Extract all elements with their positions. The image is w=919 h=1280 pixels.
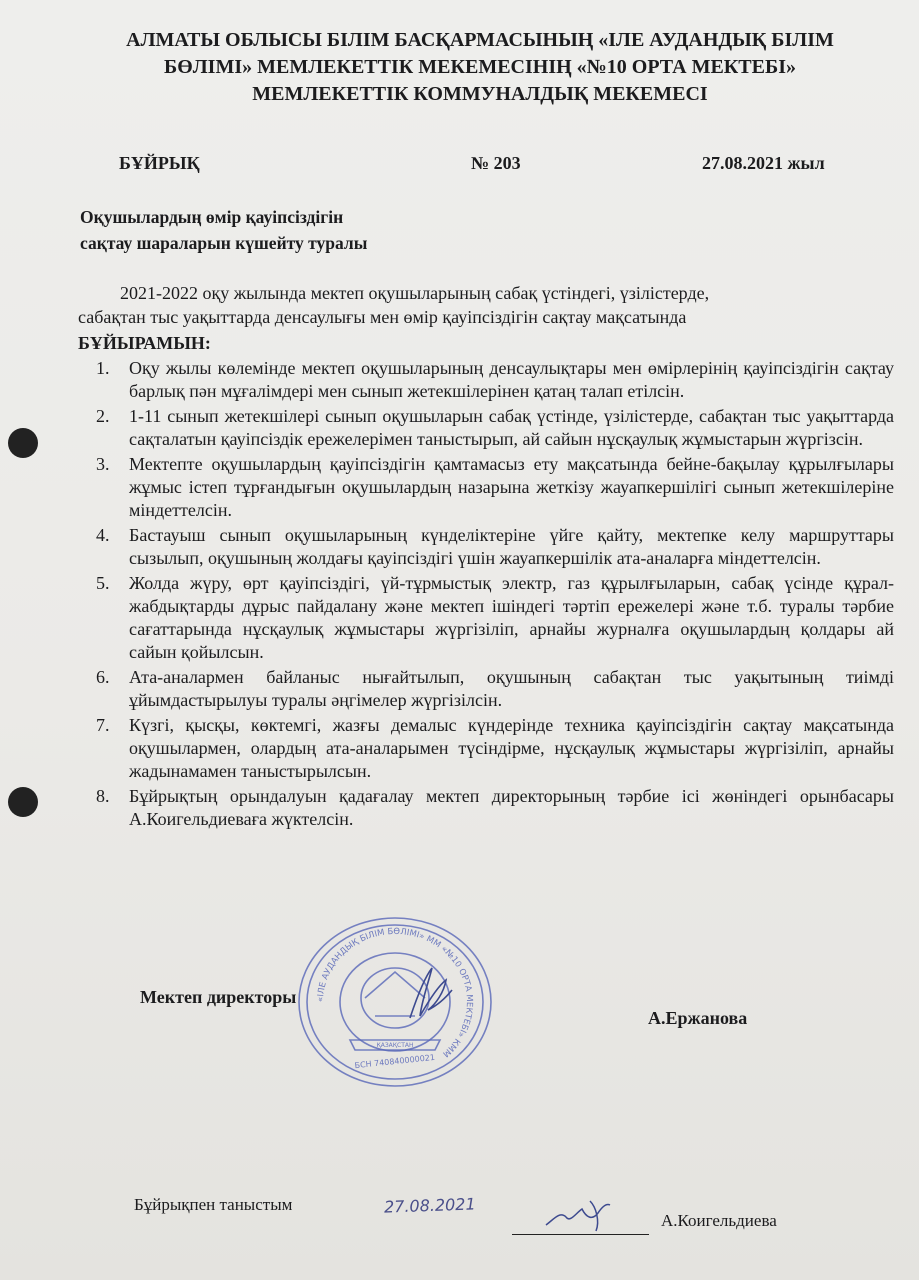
intro-line-1: 2021-2022 оқу жылында мектеп оқушыларының сабақ үстіндегі, үзілістерде, [120,283,710,303]
order-item-number: 6. [96,667,110,687]
header-line-2: БӨЛІМІ» МЕМЛЕКЕТТІК МЕКЕМЕСІНІҢ «№10 ОРТА МЕКТЕБІ» [164,56,796,78]
order-item-number: 8. [96,786,110,806]
order-item-number: 1. [96,358,110,378]
order-item [86,357,894,403]
acknowledgement-signature [540,1195,620,1235]
subject-line-2: сақтау шараларын күшейту туралы [80,233,368,253]
order-item-number: 4. [96,525,110,545]
director-signature [398,960,458,1030]
order-item-text: Ата-аналармен байланыс нығайтылып, оқушының сабақтан тыс уақытының тиімді ұйымдастырылуы туралы әңгімелер жүргізілсін. [129,667,894,710]
order-word: БҰЙЫРАМЫН: [78,333,211,353]
order-number: № 203 [471,153,521,173]
order-item [86,572,894,664]
subject-line-1: Оқушылардың өмір қауіпсіздігін [80,207,344,227]
header-line-1: АЛМАТЫ ОБЛЫСЫ БІЛІМ БАСҚАРМАСЫНЫҢ «ІЛЕ АУДАНДЫҚ БІЛІМ [126,29,834,51]
stamp-country: ҚАЗАҚСТАН [376,1042,414,1049]
punch-hole-top [8,428,38,458]
order-item-text: Мектепте оқушылардың қауіпсіздігін қамтамасыз ету мақсатында бейне-бақылау құрылғылары жұмыс істеп тұрғандығын оқушылардың назарына жеткізу жауапкершілігі сынып жетекшілеріне міндеттелсін. [129,454,894,520]
punch-hole-bottom [8,787,38,817]
order-date: 27.08.2021 жыл [702,153,825,173]
order-item [86,405,894,451]
order-item [86,453,894,522]
order-item-number: 5. [96,573,110,593]
order-title: БҰЙРЫҚ [119,153,200,173]
acknowledgement-label: Бұйрықпен таныстым [134,1195,293,1214]
stamp-ring-text: «ІЛЕ АУДАНДЫҚ БІЛІМ БӨЛІМІ» ММ «№10 ОРТА МЕКТЕБІ» КММ [315,926,475,1059]
order-item-text: Бұйрықтың орындалуын қадағалау мектеп директорының тәрбие ісі жөніндегі орынбасары А.Коигельдиеваға жүктелсін. [129,786,894,829]
intro-paragraph [78,281,884,329]
acknowledgement-name: А.Коигельдиева [661,1211,777,1230]
intro-line-2: сабақтан тыс уақыттарда денсаулығы мен өмір қауіпсіздігін сақтау мақсатында [78,307,687,327]
order-items-list [86,357,894,833]
order-item-number: 3. [96,454,110,474]
acknowledgement-date: 27.08.2021 [383,1194,476,1217]
order-item-text: Күзгі, қысқы, көктемгі, жазғы демалыс күндерінде техника қауіпсіздігін сақтау мақсатында оқушылармен, олардың ата-аналарымен түсіндірме, нұсқаулық жұмыстары жүргізіліп, арнайы жадынамамен таныстырылсын. [129,715,894,781]
order-item-text: 1-11 сынып жетекшілері сынып оқушыларын сабақ үстінде, үзілістерде, сабақтан тыс уақыттарда сақталатын қауіпсіздік ережелерімен таныстырып, ай сайын нұсқаулық жұмыстарын жүргізсін. [129,406,894,449]
director-name: А.Ержанова [648,1008,748,1028]
header-line-3: МЕМЛЕКЕТТІК КОММУНАЛДЫҚ МЕКЕМЕСІ [252,83,708,105]
official-stamp [290,912,500,1092]
order-item-text: Жолда жүру, өрт қауіпсіздігі, үй-тұрмыстық электр, газ құрылғыларын, сабақ үсінде құрал-жабдықтарды дұрыс пайдалану және мектеп ішіндегі тәртіп ережелері және т.б. туралы тәрбие сағаттарында нұсқаулық жұмыстары жүргізіліп, арнайы журналға оқушылардың қолдары ай сайын қойылсын. [129,573,894,662]
order-item [86,666,894,712]
order-item [86,714,894,783]
order-subject [80,204,367,256]
organization-header [40,27,919,108]
order-item [86,785,894,831]
stamp-bin: БСН 740840000021 [354,1052,436,1071]
order-item [86,524,894,570]
order-item-number: 2. [96,406,110,426]
order-item-text: Оқу жылы көлемінде мектеп оқушыларының денсаулықтары мен өмірлерінің қауіпсіздігін сақтау барлық пән мұғалімдері мен сынып жетекшілерінен қатаң талап етілсін. [129,358,894,401]
order-item-text: Бастауыш сынып оқушыларының күнделіктеріне үйге қайту, мектепке келу маршруттары сызылып, оқушының жолдағы қауіпсіздігі үшін жауапкершілік ата-аналарға міндеттелсін. [129,525,894,568]
director-role: Мектеп директоры [140,987,297,1007]
order-item-number: 7. [96,715,110,735]
